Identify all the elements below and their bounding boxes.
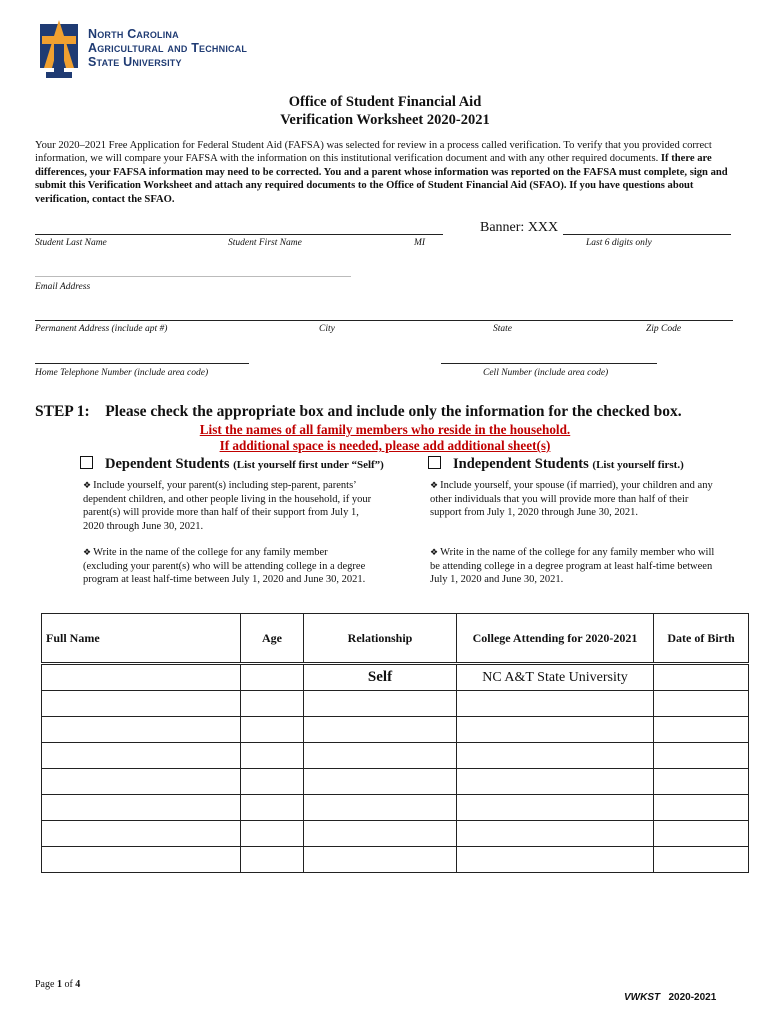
- table-row: [42, 664, 749, 691]
- college-cell: NC A&T State University: [457, 664, 654, 691]
- table-row: [42, 743, 749, 769]
- banner-label: Banner: XXX: [480, 220, 559, 235]
- email-label: Email Address: [35, 282, 91, 292]
- intro-paragraph: Your 2020–2021 Free Application for Federal Student Aid (FAFSA) was selected for review in a process called verification. To verify that you provided correct information, we will compare your FAFSA with the information on this institutional verification document and with any other required documents. If there are differences, your FAFSA information may need to be corrected. You and a parent whose information was reported on the FAFSA must complete, sign and submit this Verification Worksheet and attach any required documents to the Office of Student Financial Aid (SFAO). If you have questions about verification, contact the SFAO.: [35, 140, 728, 205]
- table-row: [42, 769, 749, 795]
- university-name: North Carolina Agricultural and Technical State University: [88, 27, 248, 69]
- zip-label: Zip Code: [646, 324, 682, 334]
- col-age: Age: [241, 614, 304, 664]
- diamond-bullet-icon: ❖: [83, 481, 92, 491]
- email-line[interactable]: [35, 276, 351, 277]
- home-phone-label: Home Telephone Number (include area code): [35, 368, 209, 378]
- last-name-label: Student Last Name: [35, 238, 107, 248]
- dob-cell[interactable]: [654, 664, 749, 691]
- table-header-row: [42, 614, 749, 664]
- page-title: Office of Student Financial Aid: [288, 94, 482, 110]
- ncat-aggie-logo-icon: [38, 18, 80, 80]
- first-name-label: Student First Name: [228, 238, 302, 248]
- age-cell[interactable]: [241, 664, 304, 691]
- table-row: [42, 795, 749, 821]
- student-name-line[interactable]: [35, 234, 443, 235]
- table-row: [42, 691, 749, 717]
- full-name-cell[interactable]: [42, 664, 241, 691]
- independent-bullet-1: ❖ Include yourself, your spouse (if married), your children and any other individuals that you will provide more than half of their support from July 1, 2020 through June 30, 2021.: [430, 480, 713, 519]
- col-full-name: Full Name: [42, 614, 241, 664]
- col-college: College Attending for 2020-2021: [457, 614, 654, 664]
- last6-label: Last 6 digits only: [586, 238, 652, 248]
- address-label: Permanent Address (include apt #): [35, 324, 168, 334]
- cell-label: Cell Number (include area code): [483, 368, 609, 378]
- mi-label: MI: [414, 238, 426, 248]
- col-relationship: Relationship: [304, 614, 457, 664]
- independent-bullet-2: ❖ Write in the name of the college for any family member who will be attending college in a degree program at least half-time between July 1, 2020 and June 30, 2021.: [430, 547, 715, 586]
- independent-checkbox[interactable]: [428, 456, 441, 469]
- diamond-bullet-icon: ❖: [430, 481, 439, 491]
- page-subtitle: Verification Worksheet 2020-2021: [280, 112, 490, 128]
- banner-id-line[interactable]: [563, 234, 731, 235]
- city-label: City: [319, 324, 335, 334]
- form-code: VWKST 2020-2021: [624, 992, 717, 1003]
- col-dob: Date of Birth: [654, 614, 749, 664]
- address-line[interactable]: [35, 320, 733, 321]
- dependent-bullet-2: ❖ Write in the name of the college for any family member (excluding your parent(s) who will be attending college in a degree program at least half-time between July 1, 2020 and June 30, 2021.: [83, 547, 366, 586]
- diamond-bullet-icon: ❖: [430, 548, 439, 558]
- state-label: State: [493, 324, 512, 334]
- cell-phone-line[interactable]: [441, 363, 657, 364]
- additional-sheet-instruction: If additional space is needed, please add additional sheet(s): [219, 438, 551, 453]
- family-members-table: [41, 613, 749, 873]
- independent-option[interactable]: Independent Students (List yourself first.): [428, 456, 684, 473]
- table-row: [42, 717, 749, 743]
- dependent-option[interactable]: Dependent Students (List yourself first under “Self”): [80, 456, 384, 473]
- diamond-bullet-icon: ❖: [83, 548, 92, 558]
- household-instruction: List the names of all family members who reside in the household.: [199, 422, 571, 437]
- relationship-cell: Self: [304, 664, 457, 691]
- dependent-checkbox[interactable]: [80, 456, 93, 469]
- home-phone-line[interactable]: [35, 363, 249, 364]
- dependent-bullet-1: ❖ Include yourself, your parent(s) including step-parent, parents’ dependent children, and other people living in the household, if your parent(s) will provide more than half of their support from July 1, 2020 through June 30, 2021.: [83, 480, 372, 532]
- step1-heading: STEP 1: Please check the appropriate box and include only the information for the checked box.: [35, 403, 682, 420]
- table-row: [42, 821, 749, 847]
- page-number: Page 1 of 4: [35, 979, 81, 990]
- table-row: [42, 847, 749, 873]
